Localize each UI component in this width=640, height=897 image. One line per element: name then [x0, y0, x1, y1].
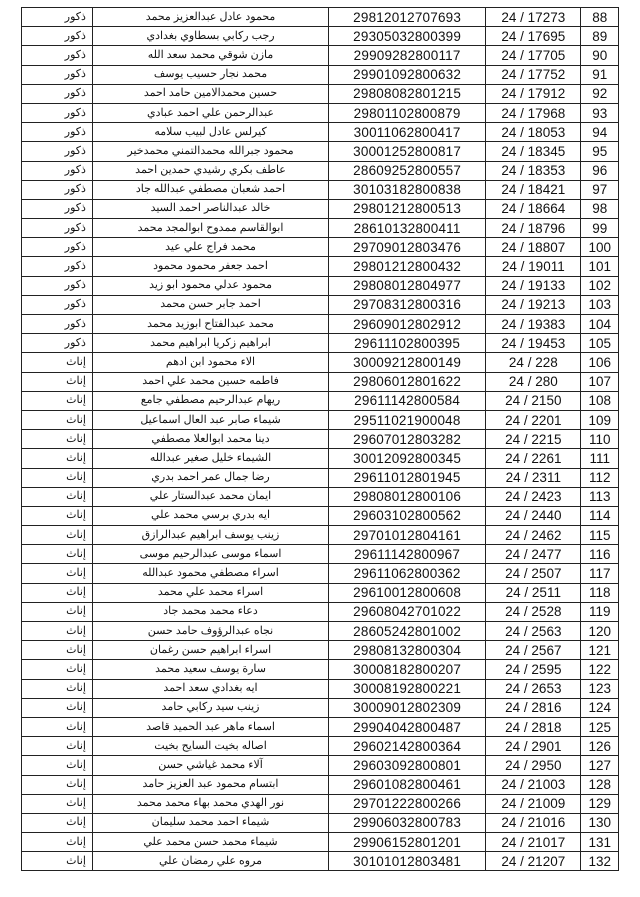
national-id-cell: 29801212800432: [329, 257, 486, 276]
national-id-cell: 28609252800557: [329, 161, 486, 180]
national-id-cell: 30001252800817: [329, 142, 486, 161]
seat-number-cell: 24 / 2653: [486, 679, 581, 698]
national-id-cell: 29602142800364: [329, 737, 486, 756]
table-row: [22, 180, 619, 199]
serial-number-cell: 122: [581, 660, 619, 679]
gender-cell: إناث: [22, 487, 93, 506]
student-name-cell: الاء محمود ابن ادهم: [92, 353, 328, 372]
serial-number-cell: 112: [581, 468, 619, 487]
seat-number-cell: 24 / 2595: [486, 660, 581, 679]
national-id-cell: 29611142800967: [329, 545, 486, 564]
seat-number-cell: 24 / 2423: [486, 487, 581, 506]
seat-number-cell: 24 / 19133: [486, 276, 581, 295]
student-name-cell: ريهام عبدالرحيم مصطفي جامع: [92, 391, 328, 410]
gender-cell: ذكور: [22, 238, 93, 257]
seat-number-cell: 24 / 17695: [486, 27, 581, 46]
national-id-cell: 29909282800117: [329, 46, 486, 65]
seat-number-cell: 24 / 18664: [486, 199, 581, 218]
table-row: [22, 27, 619, 46]
serial-number-cell: 101: [581, 257, 619, 276]
gender-cell: ذكور: [22, 27, 93, 46]
serial-number-cell: 91: [581, 65, 619, 84]
student-name-cell: شيماء محمد حسن محمد علي: [92, 833, 328, 852]
serial-number-cell: 118: [581, 583, 619, 602]
serial-number-cell: 126: [581, 737, 619, 756]
student-name-cell: دعاء محمد محمد جاد: [92, 602, 328, 621]
serial-number-cell: 109: [581, 410, 619, 429]
student-name-cell: احمد جابر حسن محمد: [92, 295, 328, 314]
student-name-cell: نجاه عبدالرؤوف حامد حسن: [92, 622, 328, 641]
student-name-cell: ايه بدري برسي محمد علي: [92, 506, 328, 525]
seat-number-cell: 24 / 17912: [486, 84, 581, 103]
seat-number-cell: 24 / 18796: [486, 219, 581, 238]
serial-number-cell: 105: [581, 334, 619, 353]
serial-number-cell: 114: [581, 506, 619, 525]
national-id-cell: 29603102800562: [329, 506, 486, 525]
national-id-cell: 29906152801201: [329, 833, 486, 852]
gender-cell: إناث: [22, 564, 93, 583]
table-row: [22, 468, 619, 487]
table-row: [22, 238, 619, 257]
students-table-body: [22, 8, 619, 871]
seat-number-cell: 24 / 2477: [486, 545, 581, 564]
table-row: [22, 506, 619, 525]
gender-cell: إناث: [22, 641, 93, 660]
table-row: [22, 199, 619, 218]
gender-cell: إناث: [22, 506, 93, 525]
table-row: [22, 526, 619, 545]
national-id-cell: 29808132800304: [329, 641, 486, 660]
student-name-cell: شيماء احمد محمد سليمان: [92, 813, 328, 832]
serial-number-cell: 111: [581, 449, 619, 468]
serial-number-cell: 117: [581, 564, 619, 583]
serial-number-cell: 130: [581, 813, 619, 832]
national-id-cell: 29708312800316: [329, 295, 486, 314]
seat-number-cell: 24 / 18807: [486, 238, 581, 257]
table-row: [22, 65, 619, 84]
serial-number-cell: 94: [581, 123, 619, 142]
seat-number-cell: 24 / 21016: [486, 813, 581, 832]
serial-number-cell: 104: [581, 315, 619, 334]
national-id-cell: 29808012800106: [329, 487, 486, 506]
table-row: [22, 737, 619, 756]
gender-cell: ذكور: [22, 219, 93, 238]
student-name-cell: محمود جبرالله محمدالتمني محمدخير: [92, 142, 328, 161]
table-row: [22, 679, 619, 698]
seat-number-cell: 24 / 2528: [486, 602, 581, 621]
national-id-cell: 29608042701022: [329, 602, 486, 621]
serial-number-cell: 129: [581, 794, 619, 813]
student-name-cell: محمد عبدالفتاح ابوزيد محمد: [92, 315, 328, 334]
table-row: [22, 622, 619, 641]
seat-number-cell: 24 / 17273: [486, 8, 581, 27]
national-id-cell: 29801212800513: [329, 199, 486, 218]
student-name-cell: محمود عادل عبدالعزيز محمد: [92, 8, 328, 27]
table-row: [22, 564, 619, 583]
student-name-cell: نور الهدي محمد بهاء محمد محمد: [92, 794, 328, 813]
national-id-cell: 30009012802309: [329, 698, 486, 717]
seat-number-cell: 24 / 18053: [486, 123, 581, 142]
student-name-cell: اسراء محمد علي محمد: [92, 583, 328, 602]
table-row: [22, 161, 619, 180]
gender-cell: إناث: [22, 430, 93, 449]
seat-number-cell: 24 / 19383: [486, 315, 581, 334]
gender-cell: إناث: [22, 622, 93, 641]
national-id-cell: 30101012803481: [329, 852, 486, 871]
serial-number-cell: 90: [581, 46, 619, 65]
serial-number-cell: 92: [581, 84, 619, 103]
student-name-cell: شيماء صابر عبد العال اسماعيل: [92, 410, 328, 429]
table-row: [22, 641, 619, 660]
serial-number-cell: 120: [581, 622, 619, 641]
gender-cell: ذكور: [22, 315, 93, 334]
national-id-cell: 29611062800362: [329, 564, 486, 583]
gender-cell: إناث: [22, 410, 93, 429]
serial-number-cell: 113: [581, 487, 619, 506]
seat-number-cell: 24 / 228: [486, 353, 581, 372]
seat-number-cell: 24 / 2201: [486, 410, 581, 429]
gender-cell: إناث: [22, 813, 93, 832]
serial-number-cell: 119: [581, 602, 619, 621]
seat-number-cell: 24 / 2818: [486, 717, 581, 736]
serial-number-cell: 97: [581, 180, 619, 199]
table-row: [22, 449, 619, 468]
student-name-cell: زينب سيد ركابي حامد: [92, 698, 328, 717]
gender-cell: إناث: [22, 449, 93, 468]
national-id-cell: 29610012800608: [329, 583, 486, 602]
table-row: [22, 545, 619, 564]
national-id-cell: 30009212800149: [329, 353, 486, 372]
seat-number-cell: 24 / 280: [486, 372, 581, 391]
table-row: [22, 334, 619, 353]
gender-cell: ذكور: [22, 123, 93, 142]
national-id-cell: 29808082801215: [329, 84, 486, 103]
student-name-cell: اسماء موسى عبدالرحيم موسى: [92, 545, 328, 564]
seat-number-cell: 24 / 2261: [486, 449, 581, 468]
seat-number-cell: 24 / 21009: [486, 794, 581, 813]
table-row: [22, 852, 619, 871]
national-id-cell: 30103182800838: [329, 180, 486, 199]
national-id-cell: 29904042800487: [329, 717, 486, 736]
gender-cell: إناث: [22, 852, 93, 871]
seat-number-cell: 24 / 17752: [486, 65, 581, 84]
student-name-cell: احمد شعبان مصطفي عبدالله جاد: [92, 180, 328, 199]
national-id-cell: 29511021900048: [329, 410, 486, 429]
national-id-cell: 29607012803282: [329, 430, 486, 449]
students-table: [21, 7, 619, 871]
national-id-cell: 29701222800266: [329, 794, 486, 813]
student-name-cell: ايمان محمد عبدالستار علي: [92, 487, 328, 506]
student-name-cell: خالد عبدالناصر احمد السيد: [92, 199, 328, 218]
student-name-cell: محمود عدلي محمود ابو زيد: [92, 276, 328, 295]
serial-number-cell: 96: [581, 161, 619, 180]
table-row: [22, 602, 619, 621]
gender-cell: إناث: [22, 717, 93, 736]
seat-number-cell: 24 / 2511: [486, 583, 581, 602]
gender-cell: ذكور: [22, 65, 93, 84]
table-row: [22, 487, 619, 506]
serial-number-cell: 123: [581, 679, 619, 698]
seat-number-cell: 24 / 2215: [486, 430, 581, 449]
student-name-cell: فاطمه حسين محمد علي احمد: [92, 372, 328, 391]
serial-number-cell: 132: [581, 852, 619, 871]
table-row: [22, 430, 619, 449]
serial-number-cell: 107: [581, 372, 619, 391]
gender-cell: إناث: [22, 833, 93, 852]
gender-cell: إناث: [22, 526, 93, 545]
student-name-cell: احمد جعفر محمود محمود: [92, 257, 328, 276]
gender-cell: ذكور: [22, 161, 93, 180]
table-row: [22, 8, 619, 27]
national-id-cell: 29709012803476: [329, 238, 486, 257]
seat-number-cell: 24 / 17705: [486, 46, 581, 65]
serial-number-cell: 116: [581, 545, 619, 564]
seat-number-cell: 24 / 18421: [486, 180, 581, 199]
gender-cell: ذكور: [22, 142, 93, 161]
gender-cell: إناث: [22, 353, 93, 372]
table-row: [22, 353, 619, 372]
seat-number-cell: 24 / 2462: [486, 526, 581, 545]
student-name-cell: آلاء محمد غياشي حسن: [92, 756, 328, 775]
seat-number-cell: 24 / 18353: [486, 161, 581, 180]
seat-number-cell: 24 / 21207: [486, 852, 581, 871]
table-row: [22, 315, 619, 334]
national-id-cell: 29305032800399: [329, 27, 486, 46]
table-row: [22, 391, 619, 410]
serial-number-cell: 121: [581, 641, 619, 660]
seat-number-cell: 24 / 21017: [486, 833, 581, 852]
serial-number-cell: 103: [581, 295, 619, 314]
seat-number-cell: 24 / 17968: [486, 103, 581, 122]
student-name-cell: محمد نجار حسيب يوسف: [92, 65, 328, 84]
gender-cell: إناث: [22, 794, 93, 813]
student-name-cell: ابراهيم زكريا ابراهيم محمد: [92, 334, 328, 353]
seat-number-cell: 24 / 21003: [486, 775, 581, 794]
gender-cell: إناث: [22, 372, 93, 391]
gender-cell: ذكور: [22, 84, 93, 103]
table-row: [22, 295, 619, 314]
table-row: [22, 372, 619, 391]
serial-number-cell: 99: [581, 219, 619, 238]
serial-number-cell: 128: [581, 775, 619, 794]
seat-number-cell: 24 / 2567: [486, 641, 581, 660]
student-name-cell: اسماء ماهر عبد الحميد قاصد: [92, 717, 328, 736]
student-name-cell: سارة يوسف سعيد محمد: [92, 660, 328, 679]
national-id-cell: 29609012802912: [329, 315, 486, 334]
serial-number-cell: 95: [581, 142, 619, 161]
seat-number-cell: 24 / 2507: [486, 564, 581, 583]
table-row: [22, 775, 619, 794]
national-id-cell: 29812012707693: [329, 8, 486, 27]
student-name-cell: حسين محمدالامين حامد احمد: [92, 84, 328, 103]
national-id-cell: 28610132800411: [329, 219, 486, 238]
table-row: [22, 833, 619, 852]
student-name-cell: زينب يوسف ابراهيم عبدالرازق: [92, 526, 328, 545]
gender-cell: ذكور: [22, 199, 93, 218]
table-row: [22, 103, 619, 122]
student-name-cell: مروه علي رمضان علي: [92, 852, 328, 871]
student-name-cell: الشيماء خليل صغير عبدالله: [92, 449, 328, 468]
gender-cell: ذكور: [22, 46, 93, 65]
serial-number-cell: 106: [581, 353, 619, 372]
national-id-cell: 29801102800879: [329, 103, 486, 122]
seat-number-cell: 24 / 2440: [486, 506, 581, 525]
gender-cell: إناث: [22, 698, 93, 717]
seat-number-cell: 24 / 2816: [486, 698, 581, 717]
student-name-cell: اسراء ابراهيم حسن رغمان: [92, 641, 328, 660]
student-name-cell: ابوالقاسم ممدوح ابوالمجد محمد: [92, 219, 328, 238]
serial-number-cell: 98: [581, 199, 619, 218]
gender-cell: ذكور: [22, 295, 93, 314]
seat-number-cell: 24 / 2901: [486, 737, 581, 756]
student-name-cell: ايه بغدادي سعد احمد: [92, 679, 328, 698]
serial-number-cell: 100: [581, 238, 619, 257]
table-row: [22, 84, 619, 103]
student-name-cell: رجب ركابي بسطاوي بغدادي: [92, 27, 328, 46]
table-row: [22, 219, 619, 238]
gender-cell: إناث: [22, 775, 93, 794]
table-row: [22, 698, 619, 717]
national-id-cell: 30012092800345: [329, 449, 486, 468]
serial-number-cell: 93: [581, 103, 619, 122]
serial-number-cell: 89: [581, 27, 619, 46]
table-row: [22, 142, 619, 161]
national-id-cell: 29611012801945: [329, 468, 486, 487]
student-name-cell: دينا محمد ابوالعلا مصطفي: [92, 430, 328, 449]
gender-cell: إناث: [22, 545, 93, 564]
gender-cell: إناث: [22, 679, 93, 698]
student-name-cell: عبدالرحمن علي احمد عبادي: [92, 103, 328, 122]
national-id-cell: 30011062800417: [329, 123, 486, 142]
student-name-cell: كيرلس عادل لبيب سلامه: [92, 123, 328, 142]
results-sheet: [21, 7, 619, 871]
table-row: [22, 410, 619, 429]
table-row: [22, 583, 619, 602]
national-id-cell: 29701012804161: [329, 526, 486, 545]
table-row: [22, 123, 619, 142]
serial-number-cell: 110: [581, 430, 619, 449]
serial-number-cell: 102: [581, 276, 619, 295]
national-id-cell: 29808012804977: [329, 276, 486, 295]
gender-cell: ذكور: [22, 180, 93, 199]
student-name-cell: رضا جمال عمر احمد بدري: [92, 468, 328, 487]
national-id-cell: 29901092800632: [329, 65, 486, 84]
gender-cell: إناث: [22, 391, 93, 410]
serial-number-cell: 125: [581, 717, 619, 736]
serial-number-cell: 131: [581, 833, 619, 852]
national-id-cell: 29611102800395: [329, 334, 486, 353]
gender-cell: ذكور: [22, 257, 93, 276]
table-row: [22, 794, 619, 813]
table-row: [22, 46, 619, 65]
seat-number-cell: 24 / 2311: [486, 468, 581, 487]
seat-number-cell: 24 / 19213: [486, 295, 581, 314]
serial-number-cell: 127: [581, 756, 619, 775]
seat-number-cell: 24 / 2150: [486, 391, 581, 410]
gender-cell: إناث: [22, 756, 93, 775]
gender-cell: إناث: [22, 660, 93, 679]
table-row: [22, 660, 619, 679]
national-id-cell: 28605242801002: [329, 622, 486, 641]
student-name-cell: مازن شوقي محمد سعد الله: [92, 46, 328, 65]
seat-number-cell: 24 / 2950: [486, 756, 581, 775]
gender-cell: إناث: [22, 468, 93, 487]
national-id-cell: 29611142800584: [329, 391, 486, 410]
table-row: [22, 276, 619, 295]
student-name-cell: اصاله بخيت السايح بخيت: [92, 737, 328, 756]
seat-number-cell: 24 / 19453: [486, 334, 581, 353]
student-name-cell: اسراء مصطفي محمود عبدالله: [92, 564, 328, 583]
gender-cell: ذكور: [22, 103, 93, 122]
national-id-cell: 29603092800801: [329, 756, 486, 775]
serial-number-cell: 108: [581, 391, 619, 410]
serial-number-cell: 88: [581, 8, 619, 27]
gender-cell: ذكور: [22, 8, 93, 27]
seat-number-cell: 24 / 2563: [486, 622, 581, 641]
gender-cell: ذكور: [22, 334, 93, 353]
student-name-cell: محمد فراج علي عيد: [92, 238, 328, 257]
national-id-cell: 30008182800207: [329, 660, 486, 679]
gender-cell: ذكور: [22, 276, 93, 295]
seat-number-cell: 24 / 19011: [486, 257, 581, 276]
serial-number-cell: 124: [581, 698, 619, 717]
table-row: [22, 813, 619, 832]
table-row: [22, 717, 619, 736]
gender-cell: إناث: [22, 583, 93, 602]
gender-cell: إناث: [22, 602, 93, 621]
table-row: [22, 257, 619, 276]
seat-number-cell: 24 / 18345: [486, 142, 581, 161]
table-row: [22, 756, 619, 775]
national-id-cell: 30008192800221: [329, 679, 486, 698]
national-id-cell: 29601082800461: [329, 775, 486, 794]
national-id-cell: 29906032800783: [329, 813, 486, 832]
student-name-cell: عاطف بكري رشيدي حمدين احمد: [92, 161, 328, 180]
national-id-cell: 29806012801622: [329, 372, 486, 391]
serial-number-cell: 115: [581, 526, 619, 545]
student-name-cell: ابتسام محمود عبد العزيز حامد: [92, 775, 328, 794]
gender-cell: إناث: [22, 737, 93, 756]
